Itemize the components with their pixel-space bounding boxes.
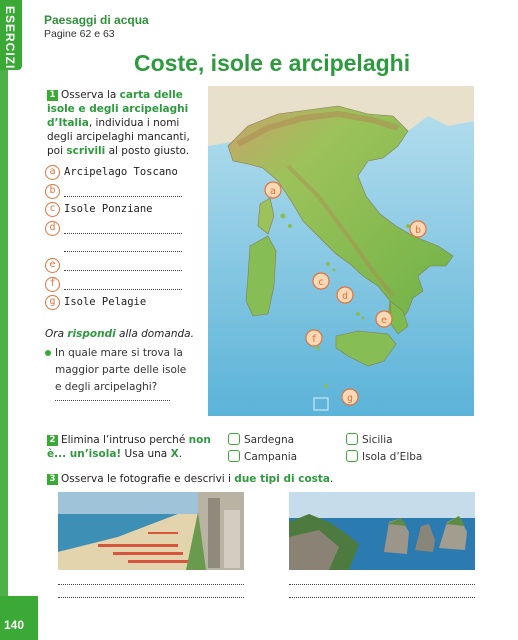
answer-c [45, 202, 195, 221]
answer-blank[interactable] [64, 289, 182, 290]
letter-marker: a [45, 165, 60, 180]
text: alla domanda. [115, 328, 194, 340]
map-label-f [306, 330, 322, 346]
text: Osserva le fotografie e descrivi i [61, 473, 235, 485]
answer-d-extra [45, 239, 195, 258]
writing-line[interactable] [58, 584, 244, 585]
svg-text:a: a [269, 186, 277, 197]
text: Ora [45, 328, 68, 340]
map-label-b [410, 221, 426, 237]
answer-a [45, 165, 195, 184]
svg-text:e: e [380, 315, 388, 326]
island [406, 224, 410, 228]
highlight: due tipi di costa [234, 473, 331, 485]
exercise-number: 1 [47, 90, 58, 101]
text: Elimina l’intruso perché [61, 434, 189, 446]
sky [289, 492, 475, 518]
map-label-g [342, 389, 358, 405]
highlight: X [170, 448, 179, 460]
map-label-d [337, 287, 353, 303]
letter-marker: b [45, 184, 60, 199]
island [362, 317, 365, 320]
option-sardegna[interactable] [228, 433, 294, 446]
text: Osserva la [61, 89, 120, 101]
highlight: non è... un’isola! [47, 434, 211, 460]
island [281, 214, 286, 219]
highlight: carta delle isole e degli arcipelaghi d’Italia [47, 89, 189, 129]
map-label-c [313, 273, 329, 289]
map-label-e [376, 311, 392, 327]
checkbox[interactable] [346, 450, 358, 462]
svg-text:d: d [341, 291, 349, 302]
exercise-2-instructions [47, 433, 217, 461]
option-elba[interactable] [346, 450, 422, 463]
island [333, 269, 336, 272]
exercise-3-instructions [47, 473, 333, 485]
answer-d [45, 221, 195, 240]
section-tab-label: ESERCIZI [3, 6, 17, 70]
island [356, 312, 360, 316]
letter-marker: e [45, 258, 60, 273]
option-label: Sicilia [362, 434, 393, 446]
italy-islands-map [208, 86, 474, 416]
option-label: Sardegna [244, 434, 295, 446]
exercise-1-instructions [47, 88, 207, 158]
island [288, 224, 292, 228]
tower [208, 498, 220, 568]
svg-text:f: f [310, 334, 318, 345]
letter-marker: g [45, 295, 60, 310]
map-label-a [265, 182, 281, 198]
exercise-number: 2 [47, 435, 58, 446]
checkbox[interactable] [228, 433, 240, 445]
island [324, 384, 328, 388]
side-strip [0, 70, 8, 610]
answer-b [45, 184, 195, 203]
checkbox[interactable] [346, 433, 358, 445]
answer-blank[interactable] [64, 270, 182, 271]
option-label: Isola d’Elba [362, 451, 423, 463]
option-campania[interactable] [228, 450, 297, 463]
checkbox[interactable] [228, 450, 240, 462]
answer-f [45, 277, 195, 296]
highlight: scrivili [66, 145, 106, 157]
island [316, 346, 320, 350]
page-number: 140 [0, 596, 38, 640]
page-title: Coste, isole e arcipelaghi [134, 50, 411, 76]
writing-line[interactable] [289, 597, 475, 598]
answer-e [45, 258, 195, 277]
question-intro [45, 328, 194, 340]
text: . [330, 473, 334, 485]
question-answer-blank[interactable] [55, 400, 170, 401]
answer-g [45, 295, 195, 314]
bullet-icon [45, 350, 51, 356]
letter-marker: f [45, 277, 60, 292]
answer-field[interactable]: Isole Pelagie [64, 296, 147, 309]
svg-text:c: c [317, 277, 325, 288]
header-pages: Pagine 62 e 63 [44, 28, 115, 40]
answer-list [45, 165, 195, 314]
writing-line[interactable] [58, 597, 244, 598]
text: . [178, 448, 183, 460]
letter-marker: d [45, 221, 60, 236]
exercise-number: 3 [47, 474, 58, 485]
highlight: rispondi [67, 328, 116, 340]
writing-line[interactable] [289, 584, 475, 585]
text: , individua i nomi degli arcipelaghi mancanti, poi [47, 117, 190, 157]
option-label: Campania [244, 451, 298, 463]
option-sicilia[interactable] [346, 433, 393, 446]
answer-field[interactable]: Arcipelago Toscano [64, 166, 178, 178]
island [326, 262, 330, 266]
text: al posto giusto. [105, 145, 190, 157]
letter-marker: c [45, 202, 60, 217]
svg-text:g: g [346, 393, 354, 404]
answer-blank[interactable] [64, 251, 182, 252]
answer-field[interactable]: Isole Ponziane [64, 203, 153, 216]
svg-text:b: b [414, 225, 422, 236]
header-title: Paesaggi di acqua [44, 13, 149, 27]
sandy-coast-photo [58, 492, 244, 570]
rocky-coast-photo [289, 492, 475, 570]
building [224, 510, 240, 568]
text: Usa una [121, 448, 171, 460]
question-text: In quale mare si trova la maggior parte delle isole e degli arcipelaghi? [55, 347, 187, 393]
section-tab [0, 0, 22, 70]
question [45, 345, 195, 396]
answer-blank[interactable] [64, 196, 182, 197]
answer-blank[interactable] [64, 233, 182, 234]
